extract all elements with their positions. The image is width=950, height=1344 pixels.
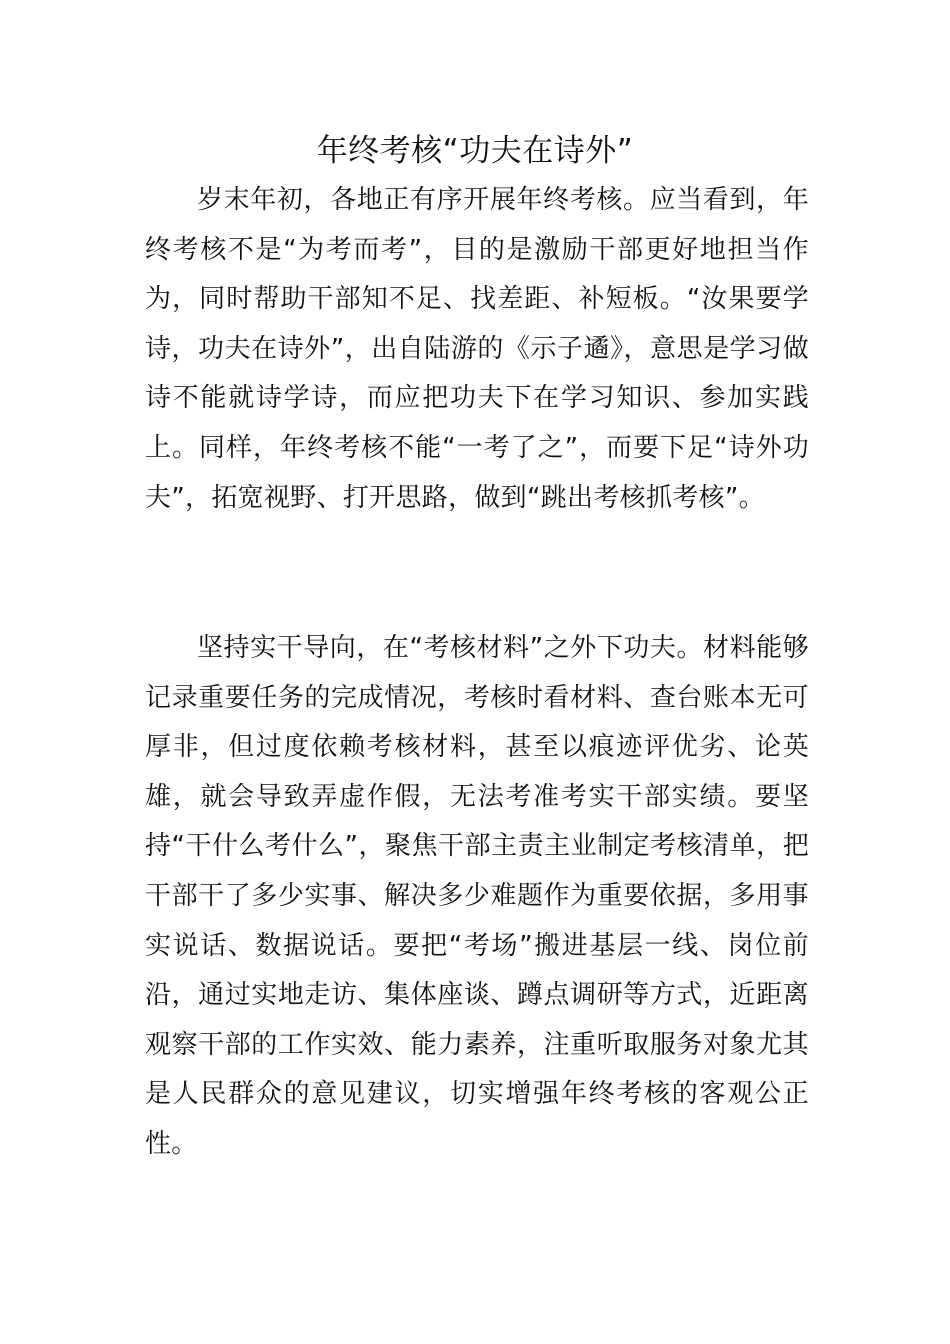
paragraph-1: 岁末年初，各地正有序开展年终考核。应当看到，年终考核不是“为考而考”，目的是激励干部更好地担当作为，同时帮助干部知不足、找差距、补短板。“汝果要学诗，功夫在诗外”，出自陆游的《示子遹》，意思是学习做诗不能就诗学诗，而应把功夫下在学习知识、参加实践上。同样，年终考核不能“一考了之”，而要下足“诗外功夫”，拓宽视野、打开思路，做到“跳出考核抓考核”。 xyxy=(145,185,809,513)
document-title: 年终考核“功夫在诗外” xyxy=(316,133,634,169)
paragraph-2: 坚持实干导向，在“考核材料”之外下功夫。材料能够记录重要任务的完成情况，考核时看材料、查台账本无可厚非，但过度依赖考核材料，甚至以痕迹评优劣、论英雄，就会导致弄虚作假，无法考准考实干部实绩。要坚持“干什么考什么”，聚焦干部主责主业制定考核清单，把干部干了多少实事、解决多少难题作为重要依据，多用事实说话、数据说话。要把“考场”搬进基层一线、岗位前沿，通过实地走访、集体座谈、蹲点调研等方式，近距离观察干部的工作实效、能力素养，注重听取服务对象尤其是人民群众的意见建议，切实增强年终考核的客观公正性。 xyxy=(145,633,809,1159)
